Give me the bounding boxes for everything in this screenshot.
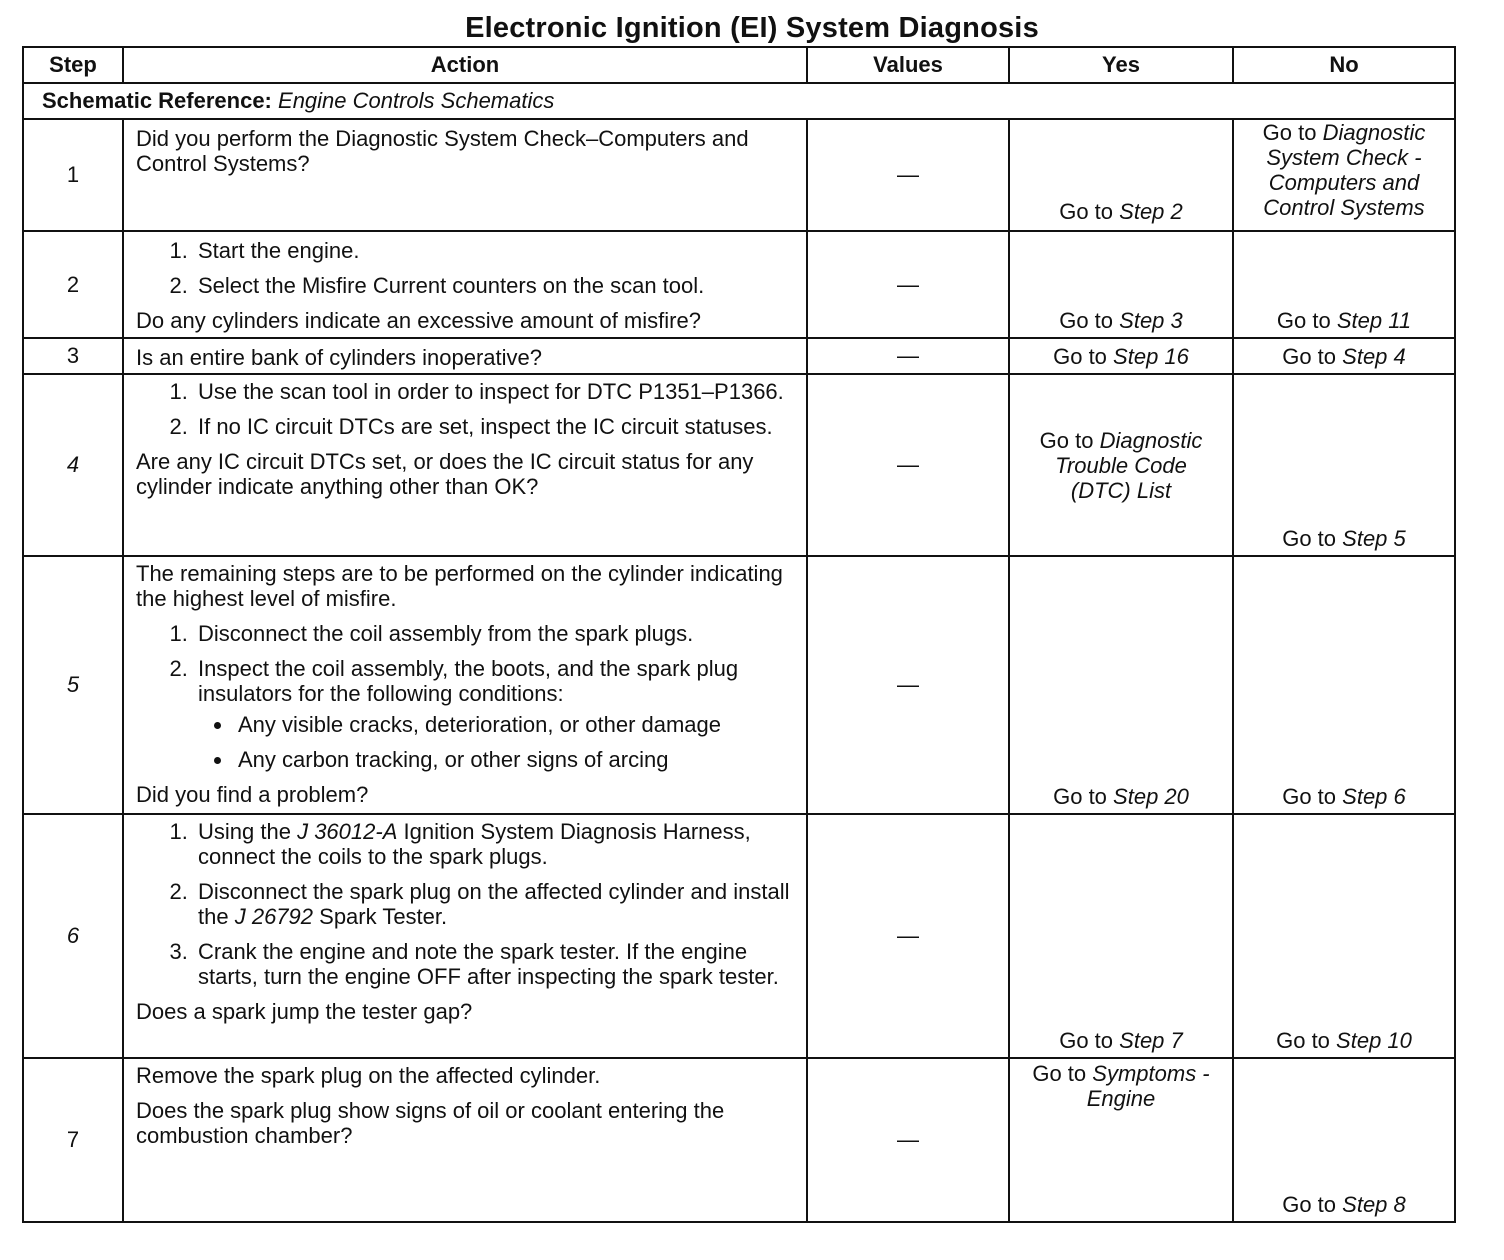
- condition-item: • Any visible cracks, deterioration, or other damage: [234, 712, 796, 737]
- no-cell: [1233, 231, 1455, 338]
- yes-link[interactable]: Diagnostic Trouble Code (DTC) List: [1055, 427, 1203, 503]
- no-link[interactable]: Step 5: [1342, 526, 1406, 551]
- step-text: Ignition System Diagnosis Harness, connect the coils to the spark plugs.: [198, 819, 751, 869]
- action-step-text: Inspect the coil assembly, the boots, and the spark plug insulators for the following conditions:: [198, 656, 739, 706]
- action-question: Did you find a problem?: [136, 782, 369, 807]
- no-cell: [1233, 814, 1455, 1058]
- header-no: No: [1233, 47, 1455, 83]
- no-prefix: Go to: [1276, 308, 1331, 333]
- yes-cell: [1009, 1058, 1233, 1222]
- action-step: 1. Disconnect the coil assembly from the spark plugs.: [194, 621, 796, 646]
- schematic-row: [23, 83, 1455, 119]
- yes-cell: [1009, 814, 1233, 1058]
- table-row: [23, 119, 1455, 231]
- action-step: 2. Select the Misfire Current counters on the scan tool.: [194, 273, 796, 298]
- header-values: Values: [807, 47, 1009, 83]
- yes-link[interactable]: Step 3: [1119, 308, 1183, 333]
- table-row: [23, 814, 1455, 1058]
- step-number: 4: [23, 374, 123, 556]
- schematic-reference: [23, 83, 1455, 119]
- value-cell: —: [807, 556, 1009, 814]
- no-link[interactable]: Step 10: [1336, 1028, 1412, 1053]
- yes-prefix: Go to: [1059, 199, 1114, 224]
- header-yes: Yes: [1009, 47, 1233, 83]
- action-intro: Remove the spark plug on the affected cylinder.: [136, 1063, 601, 1088]
- yes-link[interactable]: Symptoms - Engine: [1086, 1061, 1210, 1111]
- no-link[interactable]: Step 4: [1342, 343, 1406, 369]
- yes-link[interactable]: Step 20: [1113, 784, 1189, 809]
- action-question: Does the spark plug show signs of oil or coolant entering the combustion chamber?: [136, 1098, 725, 1148]
- step-number: 3: [23, 338, 123, 374]
- schematic-label: Schematic Reference:: [42, 88, 272, 113]
- yes-prefix: Go to: [1059, 308, 1114, 333]
- diagnosis-table: [22, 46, 1456, 1223]
- action-cell: [123, 814, 807, 1058]
- action-step: 3. Crank the engine and note the spark tester. If the engine starts, turn the engine OFF after inspecting the spark tester.: [194, 939, 796, 989]
- table-row: [23, 1058, 1455, 1222]
- no-cell: [1233, 1058, 1455, 1222]
- action-steps: [136, 819, 796, 989]
- header-row: [23, 47, 1455, 83]
- table-row: [23, 338, 1455, 374]
- value-cell: —: [807, 119, 1009, 231]
- action-question: Is an entire bank of cylinders inoperative?: [136, 344, 543, 370]
- value-cell: —: [807, 814, 1009, 1058]
- action-cell: [123, 556, 807, 814]
- value-cell: —: [807, 338, 1009, 374]
- header-action: Action: [123, 47, 807, 83]
- action-question: Do any cylinders indicate an excessive amount of misfire?: [136, 308, 701, 333]
- no-prefix: Go to: [1282, 784, 1337, 809]
- action-steps: [136, 238, 796, 298]
- table-row: [23, 556, 1455, 814]
- action-step: 1. Start the engine.: [194, 238, 796, 263]
- no-prefix: Go to: [1276, 1028, 1330, 1053]
- action-question: Does a spark jump the tester gap?: [136, 999, 473, 1024]
- action-step: 2. If no IC circuit DTCs are set, inspect the IC circuit statuses.: [194, 414, 796, 439]
- no-prefix: Go to: [1282, 1192, 1337, 1217]
- action-step: [194, 879, 796, 929]
- yes-prefix: Go to: [1053, 784, 1107, 809]
- action-steps: [136, 379, 796, 439]
- schematic-link: Engine Controls Schematics: [278, 88, 555, 113]
- tool-name: J 26792: [234, 904, 314, 929]
- yes-prefix: Go to: [1053, 343, 1107, 369]
- condition-list: [198, 712, 796, 772]
- yes-prefix: Go to: [1059, 1028, 1114, 1053]
- no-cell: [1233, 374, 1455, 556]
- no-link[interactable]: Step 8: [1342, 1192, 1406, 1217]
- action-question: Did you perform the Diagnostic System Check–Computers and Control Systems?: [136, 126, 749, 176]
- yes-cell: [1009, 119, 1233, 231]
- step-number: 1: [23, 119, 123, 231]
- value-cell: —: [807, 231, 1009, 338]
- yes-link[interactable]: Step 2: [1119, 199, 1183, 224]
- no-prefix: Go to: [1262, 120, 1317, 145]
- yes-cell: [1009, 338, 1233, 374]
- no-link[interactable]: Step 6: [1342, 784, 1406, 809]
- action-cell: [123, 1058, 807, 1222]
- no-link[interactable]: Step 11: [1336, 308, 1412, 333]
- action-step: [194, 819, 796, 869]
- step-text: Disconnect the spark plug on the affected cylinder and install the: [198, 879, 790, 929]
- yes-prefix: Go to: [1032, 1061, 1087, 1086]
- no-cell: [1233, 338, 1455, 374]
- step-text: Spark Tester.: [319, 904, 448, 929]
- action-steps: [136, 621, 796, 772]
- action-step: 1. Use the scan tool in order to inspect for DTC P1351–P1366.: [194, 379, 796, 404]
- action-cell: [123, 338, 807, 374]
- action-cell: [123, 119, 807, 231]
- step-number: 6: [23, 814, 123, 1058]
- action-cell: [123, 231, 807, 338]
- yes-prefix: Go to: [1039, 427, 1094, 453]
- yes-cell: [1009, 374, 1233, 556]
- step-number: 7: [23, 1058, 123, 1222]
- no-cell: [1233, 119, 1455, 231]
- yes-cell: [1009, 231, 1233, 338]
- value-cell: —: [807, 374, 1009, 556]
- no-prefix: Go to: [1282, 343, 1337, 369]
- yes-cell: [1009, 556, 1233, 814]
- step-number: 5: [23, 556, 123, 814]
- table-row: [23, 231, 1455, 338]
- no-prefix: Go to: [1282, 526, 1337, 551]
- value-cell: —: [807, 1058, 1009, 1222]
- action-question: Are any IC circuit DTCs set, or does the IC circuit status for any cylinder indicate anything other than OK?: [136, 449, 754, 499]
- step-number: 2: [23, 231, 123, 338]
- yes-link[interactable]: Step 16: [1113, 343, 1189, 369]
- step-text: Using the: [198, 819, 291, 844]
- action-step: [194, 656, 796, 772]
- table-row: [23, 374, 1455, 556]
- action-cell: [123, 374, 807, 556]
- no-link[interactable]: Diagnostic System Check - Computers and Control Systems: [1263, 120, 1426, 220]
- tool-name: J 36012-A: [297, 819, 398, 844]
- condition-item: • Any carbon tracking, or other signs of arcing: [234, 747, 796, 772]
- header-step: Step: [23, 47, 123, 83]
- page-title: Electronic Ignition (EI) System Diagnosis: [465, 12, 1039, 44]
- no-cell: [1233, 556, 1455, 814]
- action-intro: The remaining steps are to be performed on the cylinder indicating the highest level of misfire.: [136, 561, 783, 611]
- yes-link[interactable]: Step 7: [1119, 1028, 1183, 1053]
